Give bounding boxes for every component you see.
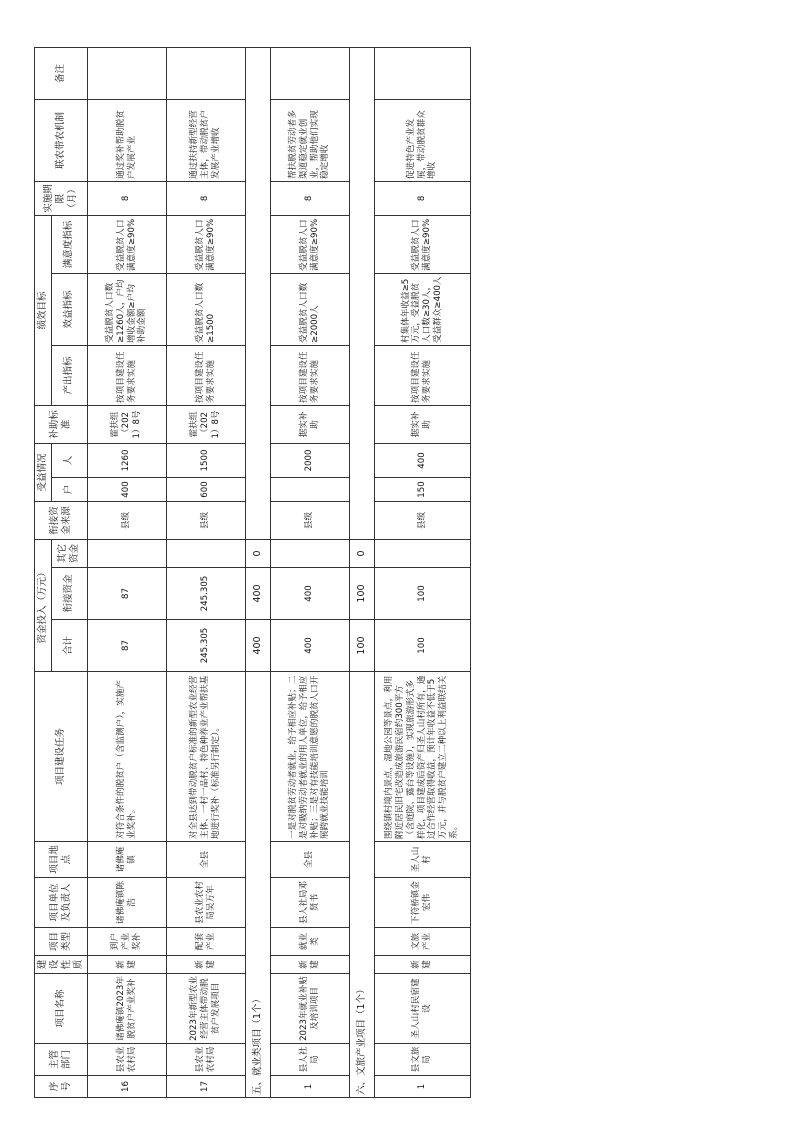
cell-dept: 县农业农村局 [166,1044,245,1076]
cell-benefit-households: 400 [87,477,166,501]
cell-benefit-people: 400 [374,443,470,477]
header-period: 实施期限（月） [35,181,88,215]
cell-subsidy: 霍扶组（2021）8号 [166,405,245,443]
section-label: 六、文旅产业项目（1个） [349,672,374,1098]
cell-name: 2023年就业补贴及培训项目 [270,974,349,1044]
cell-type: 文旅产业 [374,928,470,956]
cell-perf-output: 按项目建设任务要求实施 [374,345,470,405]
cell-build-nature: 新建 [166,956,245,974]
cell-unit: 诸佛庵镇陈浩 [87,878,166,928]
header-location: 项目地点 [35,842,88,878]
cell-perf-satisfaction: 受益脱贫人口满意度≥90% [270,215,349,273]
header-perf-output: 产出指标 [51,345,87,405]
header-funds-other: 其它资金 [51,539,87,567]
cell-benefit-people: 1260 [87,443,166,477]
cell-funds-total: 87 [87,620,166,672]
cell-subsidy: 据实补助 [270,405,349,443]
cell-source: 县级 [374,501,470,539]
cell-perf-output: 按项目建设任务要求实施 [270,345,349,405]
cell-task: 对全县达到带动脱贫户标准的新型农业经营主体、一村一品村、特色种养业产业帮扶基地进行奖补（标准另行制定）。 [166,672,245,842]
cell-task: 一是对脱贫劳动者就业，给予相应补贴；二是对吸纳劳动者就业的用人单位，给予相应补贴；三是对有技能培训意愿的脱贫人口开展跨就业技能培训 [270,672,349,842]
header-benefit-households: 户 [51,477,87,501]
cell-benefit-households [270,477,349,501]
cell-period: 8 [270,181,349,215]
cell-subsidy: 据实补助 [374,405,470,443]
cell-task: 对符合条件的脱贫户（含监测户），实施产业奖补。 [87,672,166,842]
cell-mechanism: 通过奖补帮助脱贫户发展产业 [87,99,166,181]
cell-benefit-households: 150 [374,477,470,501]
header-unit: 项目单位及负责人 [35,878,88,928]
cell-unit: 下符桥镇金宏伟 [374,878,470,928]
section-funds-other: 0 [245,539,270,567]
cell-perf-satisfaction: 受益脱贫人口满意度≥90% [374,215,470,273]
cell-name: 圣人山村民宿建设 [374,974,470,1044]
section-funds-linked: 400 [245,568,270,620]
cell-funds-total: 245.305 [166,620,245,672]
cell-mechanism: 促进特色产业发展，带动脱贫群众增收 [374,99,470,181]
cell-unit: 县人社局邓贤书 [270,878,349,928]
cell-perf-effect: 村集体年收益≥5万元，受益脱贫人口数≥30人，受益群众≥400人 [374,273,470,345]
section-funds-other: 0 [349,539,374,567]
header-seq: 序号 [35,1076,88,1098]
cell-period: 8 [166,181,245,215]
header-mechanism: 联农带农机制 [35,99,88,181]
header-build-nature: 建设性质 [35,956,88,974]
header-perf-satisfaction: 满意度指标 [51,215,87,273]
table-row [374,47,470,1097]
cell-funds-total: 100 [374,620,470,672]
cell-mechanism: 通过扶持新型经营主体，带动脱贫户发展产业增收 [166,99,245,181]
header-name: 项目名称 [35,974,88,1044]
cell-perf-satisfaction: 受益脱贫人口满意度≥90% [87,215,166,273]
section-empty [349,47,374,539]
cell-funds-linked: 400 [270,568,349,620]
table-row [270,47,349,1097]
cell-funds-other [166,539,245,567]
cell-benefit-people: 2000 [270,443,349,477]
cell-benefit-people: 1500 [166,443,245,477]
cell-funds-other [87,539,166,567]
header-type: 项目类型 [35,928,88,956]
cell-unit: 县农业农村局吴万年 [166,878,245,928]
header-perf: 绩效目标 [35,215,52,405]
header-source: 衔接资金来源 [35,501,88,539]
cell-task: 围绕镇村境内景点，湿地公园等景点，利用附近居民旧宅改造成旅游民宿约300平方（含庭院、露台等设施），实现旅游形式多样化，项目建成后资产归圣人山村所有，通过合作经营取得收益，预计年收益不低于5万元，并与脱贫户建立二种以上利益联结关系。 [374,672,470,842]
cell-remark [166,47,245,99]
cell-perf-output: 按项目建设任务要求实施 [87,345,166,405]
cell-location: 圣人山村 [374,842,470,878]
cell-build-nature: 新建 [270,956,349,974]
section-empty [245,47,270,539]
cell-type: 就业类 [270,928,349,956]
cell-remark [87,47,166,99]
section-row [349,47,374,1097]
cell-subsidy: 霍扶组（2021）8号 [87,405,166,443]
section-funds-total: 100 [349,620,374,672]
cell-source: 县级 [87,501,166,539]
cell-location: 全县 [270,842,349,878]
section-row [245,47,270,1097]
cell-source: 县级 [270,501,349,539]
cell-period: 8 [374,181,470,215]
cell-location: 全县 [166,842,245,878]
header-benefit-people: 人 [51,443,87,477]
cell-seq: 16 [87,1076,166,1098]
cell-type: 到户产业奖补 [87,928,166,956]
rotated-table-sheet [34,48,794,1098]
cell-funds-linked: 87 [87,568,166,620]
header-dept: 主管部门 [35,1044,88,1076]
section-funds-linked: 100 [349,568,374,620]
header-task: 项目建设任务 [35,672,88,842]
cell-source: 县级 [166,501,245,539]
cell-perf-effect: 受益脱贫人口数≥1260人，户均增收金额≥户均补助金额 [87,273,166,345]
cell-perf-effect: 受益脱贫人口数≥1500 [166,273,245,345]
project-table [34,47,471,1098]
cell-seq: 1 [270,1076,349,1098]
header-remark: 备注 [35,47,88,99]
cell-funds-total: 400 [270,620,349,672]
cell-dept: 县文旅局 [374,1044,470,1076]
cell-funds-other [374,539,470,567]
cell-remark [270,47,349,99]
section-funds-total: 400 [245,620,270,672]
cell-funds-other [270,539,349,567]
cell-period: 8 [87,181,166,215]
cell-remark [374,47,470,99]
cell-mechanism: 帮扶脱贫劳动者多渠道稳定就业创业，帮助他们实现稳定增收 [270,99,349,181]
header-subsidy: 补助标准 [35,405,88,443]
header-funds-total: 合计 [51,620,87,672]
cell-name: 诸佛庵镇2023年脱贫户产业奖补 [87,974,166,1044]
cell-perf-effect: 受益脱贫人口数≥2000人 [270,273,349,345]
cell-location: 诸佛庵镇 [87,842,166,878]
cell-perf-satisfaction: 受益脱贫人口满意度≥90% [166,215,245,273]
cell-dept: 县人社局 [270,1044,349,1076]
cell-build-nature: 新建 [87,956,166,974]
cell-seq: 1 [374,1076,470,1098]
cell-benefit-households: 600 [166,477,245,501]
header-perf-effect: 效益指标 [51,273,87,345]
cell-funds-linked: 100 [374,568,470,620]
header-funds-linked: 衔接资金 [51,568,87,620]
header-funds: 资金投入（万元） [35,539,52,671]
table-row [87,47,166,1097]
cell-dept: 县农业农村局 [87,1044,166,1076]
cell-perf-output: 按项目建设任务要求实施 [166,345,245,405]
cell-build-nature: 新建 [374,956,470,974]
cell-name: 2023年新型农业经营主体带动脱贫户发展项目 [166,974,245,1044]
section-label: 五、就业类项目（1个） [245,672,270,1098]
header-benefit: 受益情况 [35,443,52,501]
cell-seq: 17 [166,1076,245,1098]
cell-type: 配套产业 [166,928,245,956]
cell-funds-linked: 245.305 [166,568,245,620]
table-row [166,47,245,1097]
